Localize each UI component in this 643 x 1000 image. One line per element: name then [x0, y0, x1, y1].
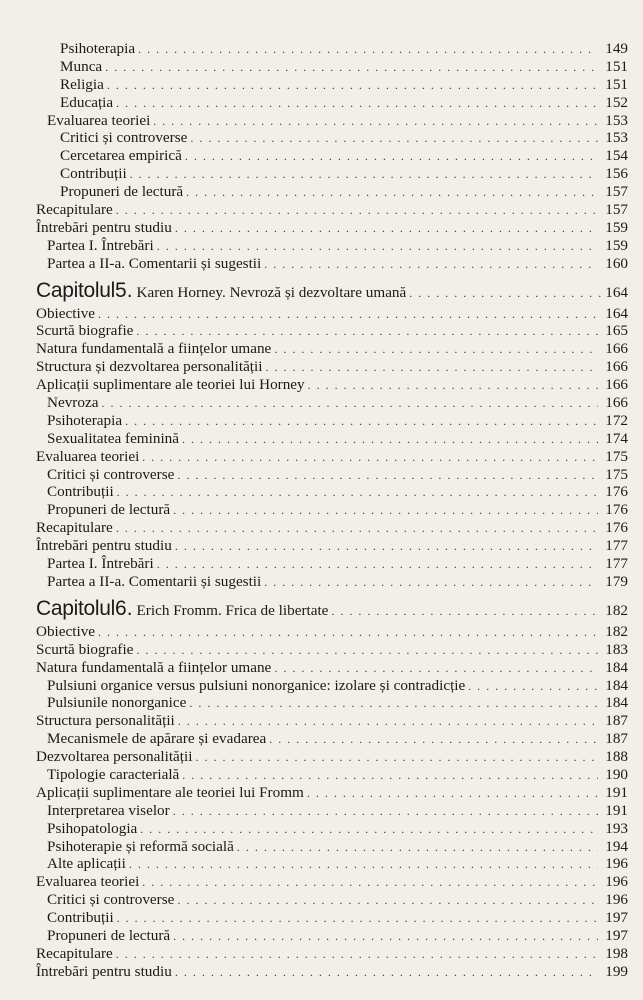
dot-leader	[468, 678, 598, 696]
toc-entry	[36, 873, 628, 891]
toc-entry-label: Partea a II-a. Comentarii și sugestii	[47, 572, 262, 590]
dot-leader	[269, 731, 598, 749]
toc-entry-label: Partea I. Întrebări	[47, 555, 154, 573]
toc-entry	[36, 766, 628, 784]
toc-entry-page-number: 184	[605, 658, 628, 676]
toc-entry	[36, 945, 628, 963]
toc-entry	[36, 255, 628, 273]
toc-entry-label: Contribuții	[47, 483, 114, 501]
toc-entry-page-number: 176	[605, 483, 628, 501]
toc-entry-page-number: 164	[605, 304, 628, 322]
toc-entry-page-number: 153	[605, 129, 628, 147]
dot-leader	[182, 431, 598, 449]
toc-entry-page-number: 197	[605, 909, 628, 927]
dot-leader	[186, 184, 598, 202]
chapter-word: Capitolul	[36, 278, 116, 302]
toc-entry-label: Dezvoltarea personalității	[36, 748, 193, 766]
toc-entry-page-number: 157	[605, 183, 628, 201]
toc-entry-label: Alte aplicații	[47, 855, 126, 873]
dot-leader	[173, 502, 598, 520]
toc-entry-page-number: 154	[605, 147, 628, 165]
toc-entry-label: Critici și controverse	[60, 129, 188, 147]
toc-entry-label: Pulsiuni organice versus pulsiuni nonorganice: izolare și contradicție	[47, 676, 466, 694]
chapter-number: 6.	[115, 596, 133, 620]
dot-leader	[177, 467, 598, 485]
dot-leader	[142, 449, 598, 467]
toc-entry-page-number: 172	[605, 411, 628, 429]
toc-entry-page-number: 190	[605, 765, 628, 783]
chapter-heading-5	[36, 279, 628, 305]
toc-entry	[36, 820, 628, 838]
toc-entry	[36, 183, 628, 201]
toc-entry	[36, 76, 628, 94]
toc-entry-label: Recapitulare	[36, 201, 113, 219]
dot-leader	[189, 695, 598, 713]
dot-leader	[307, 785, 598, 803]
dot-leader	[136, 323, 598, 341]
dot-leader	[130, 166, 598, 184]
toc-entry-label: Evaluarea teoriei	[36, 447, 140, 465]
toc-entry-page-number: 191	[605, 783, 628, 801]
toc-entry-label: Obiective	[36, 622, 96, 640]
toc-entry-page-number: 187	[605, 730, 628, 748]
dot-leader	[264, 574, 598, 592]
toc-entry-label: Pulsiunile nonorganice	[47, 694, 187, 712]
toc-entry-label: Psihoterapia	[47, 411, 123, 429]
toc-entry-page-number: 174	[605, 429, 628, 447]
toc-entry-page-number: 196	[605, 855, 628, 873]
toc-entry	[36, 340, 628, 358]
toc-entry-label: Propuneri de lectură	[60, 183, 184, 201]
toc-entry-label: Recapitulare	[36, 944, 113, 962]
toc-entry-label: Recapitulare	[36, 519, 113, 537]
toc-entry	[36, 219, 628, 237]
toc-entry-page-number: 166	[605, 376, 628, 394]
dot-leader	[264, 256, 598, 274]
dot-leader	[237, 839, 598, 857]
chapter-heading-6	[36, 597, 628, 623]
toc-entry	[36, 448, 628, 466]
toc-entry	[36, 165, 628, 183]
toc-entry-label: Religia	[60, 75, 104, 93]
toc-entry-label: Sexualitatea feminină	[47, 429, 179, 447]
toc-entry	[36, 802, 628, 820]
toc-entry-page-number: 175	[605, 465, 628, 483]
dot-leader	[178, 713, 598, 731]
toc-entry	[36, 40, 628, 58]
dot-leader	[129, 856, 598, 874]
toc-entry	[36, 58, 628, 76]
toc-entry-label: Întrebări pentru studiu	[36, 218, 172, 236]
toc-entry	[36, 712, 628, 730]
toc-entry-label: Critici și controverse	[47, 891, 175, 909]
toc-entry	[36, 659, 628, 677]
toc-entry-page-number: 198	[605, 944, 628, 962]
dot-leader	[101, 395, 598, 413]
toc-entry-label: Critici și controverse	[47, 465, 175, 483]
toc-entry-page-number: 176	[605, 519, 628, 537]
toc-entry-page-number: 182	[605, 622, 628, 640]
toc-entry-label: Tipologie caracterială	[47, 765, 180, 783]
dot-leader	[175, 220, 598, 238]
toc-entry	[36, 94, 628, 112]
chapter-word: Capitolul	[36, 596, 116, 620]
dot-leader	[116, 946, 598, 964]
toc-entry-label: Scurtă biografie	[36, 322, 134, 340]
dot-leader	[175, 538, 598, 556]
toc-entry-page-number: 187	[605, 712, 628, 730]
dot-leader	[274, 341, 598, 359]
toc-entry-page-number: 165	[605, 322, 628, 340]
dot-leader	[117, 910, 598, 928]
toc-entry-label: Întrebări pentru studiu	[36, 537, 172, 555]
toc-section-chapter-6	[36, 623, 628, 981]
toc-entry	[36, 305, 628, 323]
dot-leader	[117, 484, 598, 502]
toc-entry-page-number: 149	[605, 40, 628, 57]
toc-entry	[36, 891, 628, 909]
chapter-page-number: 164	[605, 283, 628, 301]
table-of-contents	[36, 40, 628, 981]
toc-entry	[36, 501, 628, 519]
toc-entry-label: Educația	[60, 93, 114, 111]
toc-entry-label: Propuneri de lectură	[47, 926, 171, 944]
toc-entry	[36, 376, 628, 394]
dot-leader	[182, 767, 598, 785]
toc-entry	[36, 430, 628, 448]
toc-entry-page-number: 196	[605, 873, 628, 891]
toc-entry-page-number: 166	[605, 358, 628, 376]
toc-entry	[36, 677, 628, 695]
toc-entry-page-number: 179	[605, 572, 628, 590]
dot-leader	[190, 130, 598, 148]
dot-leader	[142, 874, 598, 892]
dot-leader	[116, 95, 598, 113]
toc-entry	[36, 394, 628, 412]
toc-entry	[36, 641, 628, 659]
toc-entry-label: Aplicații suplimentare ale teoriei lui Fromm	[36, 783, 304, 801]
dot-leader	[98, 306, 598, 324]
dot-leader	[331, 604, 601, 619]
toc-entry-label: Psihopatologia	[47, 819, 138, 837]
chapter-number: 5.	[115, 278, 133, 302]
toc-entry-label: Contribuții	[47, 909, 114, 927]
toc-entry-label: Partea I. Întrebări	[47, 236, 154, 254]
toc-entry	[36, 483, 628, 501]
toc-entry-page-number: 159	[605, 218, 628, 236]
toc-entry-label: Munca	[60, 57, 103, 75]
dot-leader	[308, 377, 598, 395]
toc-entry-label: Evaluarea teoriei	[47, 111, 151, 129]
toc-entry	[36, 129, 628, 147]
toc-entry	[36, 623, 628, 641]
dot-leader	[173, 928, 598, 946]
dot-leader	[138, 41, 598, 59]
toc-entry-page-number: 177	[605, 555, 628, 573]
toc-entry-page-number: 159	[605, 236, 628, 254]
toc-entry-page-number: 191	[605, 801, 628, 819]
toc-entry-label: Natura fundamentală a ființelor umane	[36, 340, 272, 358]
toc-entry-label: Evaluarea teoriei	[36, 873, 140, 891]
toc-entry-page-number: 199	[605, 962, 628, 980]
toc-entry	[36, 519, 628, 537]
toc-entry	[36, 412, 628, 430]
toc-entry-label: Structura și dezvoltarea personalității	[36, 358, 263, 376]
toc-entry	[36, 555, 628, 573]
toc-section-previous-chapter	[36, 40, 628, 273]
toc-entry	[36, 537, 628, 555]
toc-entry-page-number: 166	[605, 340, 628, 358]
toc-entry	[36, 909, 628, 927]
toc-entry-page-number: 160	[605, 254, 628, 272]
toc-entry-page-number: 175	[605, 447, 628, 465]
toc-entry	[36, 573, 628, 591]
toc-entry-page-number: 183	[605, 640, 628, 658]
toc-entry-page-number: 153	[605, 111, 628, 129]
toc-entry-page-number: 156	[605, 165, 628, 183]
dot-leader	[274, 660, 598, 678]
toc-entry-page-number: 177	[605, 537, 628, 555]
dot-leader	[116, 202, 598, 220]
toc-entry-label: Aplicații suplimentare ale teoriei lui Horney	[36, 376, 305, 394]
chapter-page-number: 182	[605, 601, 628, 619]
chapter-title: Erich Fromm. Frica de libertate	[136, 601, 329, 619]
toc-entry	[36, 466, 628, 484]
toc-entry	[36, 838, 628, 856]
dot-leader	[173, 803, 598, 821]
toc-entry	[36, 112, 628, 130]
toc-entry-label: Întrebări pentru studiu	[36, 962, 172, 980]
toc-entry-page-number: 151	[605, 57, 628, 75]
toc-entry-label: Propuneri de lectură	[47, 501, 171, 519]
dot-leader	[177, 892, 598, 910]
dot-leader	[265, 359, 598, 377]
dot-leader	[157, 556, 598, 574]
toc-entry	[36, 358, 628, 376]
toc-entry-page-number: 151	[605, 75, 628, 93]
dot-leader	[175, 964, 598, 982]
dot-leader	[116, 520, 598, 538]
toc-entry-label: Interpretarea viselor	[47, 801, 170, 819]
toc-entry-page-number: 166	[605, 394, 628, 412]
toc-entry	[36, 784, 628, 802]
toc-entry-page-number: 188	[605, 748, 628, 766]
dot-leader	[140, 821, 598, 839]
toc-entry-label: Psihoterapie și reformă socială	[47, 837, 234, 855]
toc-entry-page-number: 197	[605, 926, 628, 944]
dot-leader	[98, 624, 598, 642]
toc-entry	[36, 237, 628, 255]
toc-entry-label: Psihoterapia	[60, 40, 136, 57]
toc-entry-label: Mecanismele de apărare și evadarea	[47, 730, 267, 748]
toc-entry-page-number: 152	[605, 93, 628, 111]
dot-leader	[153, 113, 598, 131]
chapter-title: Karen Horney. Nevroză și dezvoltare umană	[136, 283, 407, 301]
toc-entry-page-number: 184	[605, 676, 628, 694]
toc-entry	[36, 201, 628, 219]
toc-entry-page-number: 176	[605, 501, 628, 519]
toc-entry-page-number: 157	[605, 201, 628, 219]
toc-entry-label: Obiective	[36, 304, 96, 322]
toc-entry-label: Cercetarea empirică	[60, 147, 182, 165]
dot-leader	[409, 286, 601, 301]
toc-entry	[36, 963, 628, 981]
toc-entry	[36, 694, 628, 712]
toc-entry	[36, 855, 628, 873]
toc-entry	[36, 927, 628, 945]
dot-leader	[105, 59, 598, 77]
dot-leader	[157, 238, 598, 256]
toc-section-chapter-5	[36, 305, 628, 591]
toc-entry-label: Scurtă biografie	[36, 640, 134, 658]
toc-entry-label: Structura personalității	[36, 712, 175, 730]
toc-entry-page-number: 193	[605, 819, 628, 837]
toc-entry-page-number: 194	[605, 837, 628, 855]
dot-leader	[195, 749, 598, 767]
toc-entry-label: Natura fundamentală a ființelor umane	[36, 658, 272, 676]
dot-leader	[107, 77, 598, 95]
toc-entry-label: Nevroza	[47, 394, 99, 412]
dot-leader	[136, 642, 598, 660]
toc-entry-page-number: 196	[605, 891, 628, 909]
dot-leader	[185, 148, 598, 166]
dot-leader	[125, 413, 598, 431]
toc-entry-label: Partea a II-a. Comentarii și sugestii	[47, 254, 262, 272]
toc-entry	[36, 730, 628, 748]
toc-entry	[36, 322, 628, 340]
toc-entry	[36, 147, 628, 165]
toc-entry-label: Contribuții	[60, 165, 127, 183]
toc-entry	[36, 748, 628, 766]
toc-entry-page-number: 184	[605, 694, 628, 712]
